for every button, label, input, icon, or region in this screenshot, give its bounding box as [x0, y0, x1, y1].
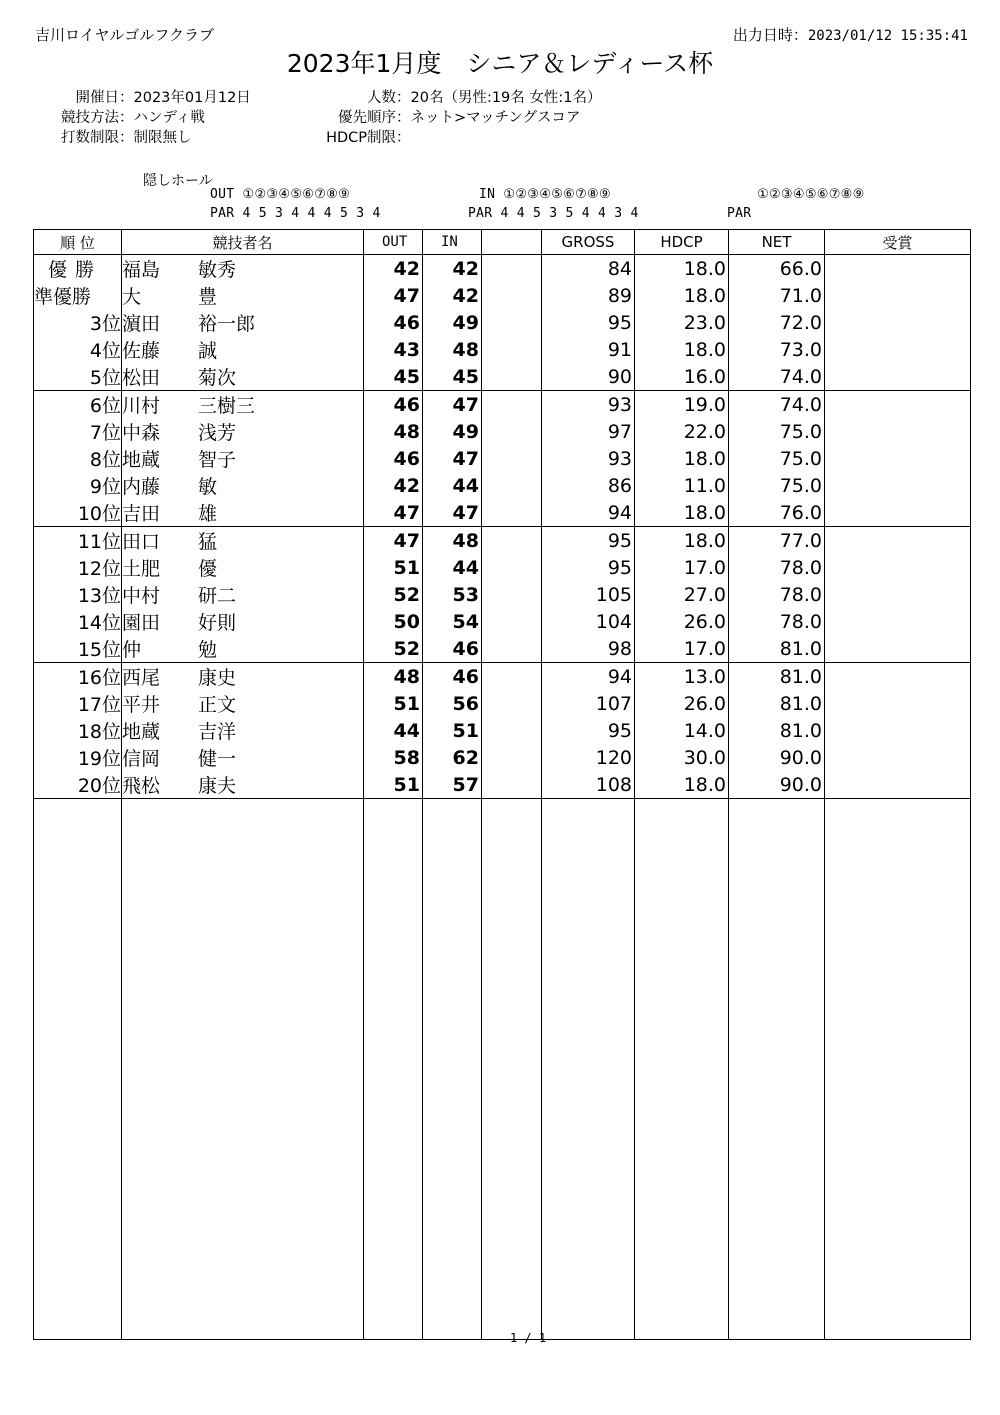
- table-body: [34, 255, 971, 1340]
- club-name: 吉川ロイヤルゴルフクラブ: [35, 26, 214, 44]
- format-row: 競技方法：ハンディ戦: [49, 106, 205, 127]
- limit-value: 制限無し: [133, 130, 192, 146]
- blank-cell: [482, 336, 542, 363]
- in-score-cell: 49: [423, 309, 482, 336]
- gross-cell: 84: [542, 255, 635, 283]
- rank-cell: 9位: [34, 472, 122, 499]
- given-name: 菊次: [198, 367, 237, 389]
- hdcp-cell: 19.0: [635, 391, 729, 419]
- in-score-cell: 48: [423, 336, 482, 363]
- player-name-cell: [122, 499, 364, 527]
- net-cell: 90.0: [729, 744, 825, 771]
- rank-cell: 13位: [34, 581, 122, 608]
- hdcp-limit-row: HDCP制限：: [296, 126, 411, 147]
- count-value: 20名（男性:19名 女性:1名）: [410, 90, 602, 106]
- blank-cell: [482, 255, 542, 283]
- given-name: 敏秀: [198, 259, 237, 281]
- in-score-cell: 48: [423, 527, 482, 555]
- empty-cell: [635, 799, 729, 1340]
- given-name: 康夫: [198, 775, 237, 797]
- net-cell: 72.0: [729, 309, 825, 336]
- table-row: [34, 282, 971, 309]
- family-name: 土肥: [122, 558, 161, 580]
- award-cell: [825, 635, 971, 663]
- award-cell: [825, 744, 971, 771]
- player-name-cell: [122, 472, 364, 499]
- rank-cell: 18位: [34, 717, 122, 744]
- hdcp-cell: 18.0: [635, 255, 729, 283]
- col-header-blank: [482, 230, 542, 255]
- family-name: 濵田: [122, 313, 161, 335]
- in-score-cell: 44: [423, 554, 482, 581]
- rank-cell: 優勝: [34, 255, 122, 283]
- hdcp-cell: 18.0: [635, 499, 729, 527]
- family-name: 中森: [122, 422, 161, 444]
- date-label: 開催日: [75, 90, 119, 106]
- gross-cell: 108: [542, 771, 635, 799]
- out-score-cell: 46: [364, 445, 423, 472]
- gross-cell: 93: [542, 445, 635, 472]
- hidden-out-par: PAR 4 5 3 4 4 4 5 3 4: [210, 206, 381, 221]
- gross-cell: 105: [542, 581, 635, 608]
- award-cell: [825, 771, 971, 799]
- hidden-extra-par: PAR: [727, 206, 752, 221]
- net-cell: 78.0: [729, 554, 825, 581]
- rank-cell: 準優勝: [34, 282, 122, 309]
- rank-cell: 14位: [34, 608, 122, 635]
- gross-cell: 107: [542, 690, 635, 717]
- rank-cell: 15位: [34, 635, 122, 663]
- net-cell: 76.0: [729, 499, 825, 527]
- blank-cell: [482, 418, 542, 445]
- limit-row: 打数制限：制限無し: [49, 126, 192, 147]
- award-cell: [825, 255, 971, 283]
- family-name: 平井: [122, 694, 161, 716]
- net-cell: 75.0: [729, 418, 825, 445]
- gross-cell: 95: [542, 554, 635, 581]
- col-header-in: IN: [423, 230, 482, 255]
- in-score-cell: 46: [423, 663, 482, 691]
- award-cell: [825, 717, 971, 744]
- hdcp-cell: 14.0: [635, 717, 729, 744]
- table-row: [34, 499, 971, 527]
- player-name-cell: [122, 336, 364, 363]
- award-cell: [825, 663, 971, 691]
- gross-cell: 95: [542, 309, 635, 336]
- col-header-hdcp: HDCP: [635, 230, 729, 255]
- player-name-cell: [122, 771, 364, 799]
- hdcp-cell: 23.0: [635, 309, 729, 336]
- award-cell: [825, 336, 971, 363]
- player-name-cell: [122, 690, 364, 717]
- net-cell: 78.0: [729, 608, 825, 635]
- gross-cell: 90: [542, 363, 635, 391]
- printed-label: 出力日時：: [732, 26, 808, 44]
- format-value: ハンディ戦: [133, 110, 205, 126]
- award-cell: [825, 581, 971, 608]
- empty-cell: [122, 799, 364, 1340]
- player-name-cell: [122, 717, 364, 744]
- rank-cell: 4位: [34, 336, 122, 363]
- rank-cell: 6位: [34, 391, 122, 419]
- player-name-cell: [122, 663, 364, 691]
- blank-cell: [482, 309, 542, 336]
- gross-cell: 97: [542, 418, 635, 445]
- table-row: [34, 690, 971, 717]
- net-cell: 81.0: [729, 690, 825, 717]
- family-name: 吉田: [122, 503, 161, 525]
- out-score-cell: 51: [364, 690, 423, 717]
- given-name: 優: [198, 558, 218, 580]
- gross-cell: 98: [542, 635, 635, 663]
- table-header: [34, 230, 971, 255]
- gross-cell: 93: [542, 391, 635, 419]
- in-score-cell: 42: [423, 255, 482, 283]
- hidden-out-holes: OUT ①②③④⑤⑥⑦⑧⑨: [210, 187, 351, 202]
- printed-value: 2023/01/12 15:35:41: [807, 28, 968, 44]
- empty-table-area: [34, 799, 971, 1340]
- family-name: 佐藤: [122, 340, 161, 362]
- family-name: 飛松: [122, 775, 161, 797]
- rank-cell: 8位: [34, 445, 122, 472]
- family-name: 川村: [122, 395, 161, 417]
- award-cell: [825, 445, 971, 472]
- blank-cell: [482, 635, 542, 663]
- award-cell: [825, 608, 971, 635]
- out-score-cell: 48: [364, 418, 423, 445]
- gross-cell: 86: [542, 472, 635, 499]
- table-row: [34, 663, 971, 691]
- net-cell: 71.0: [729, 282, 825, 309]
- award-cell: [825, 472, 971, 499]
- player-name-cell: [122, 445, 364, 472]
- out-score-cell: 45: [364, 363, 423, 391]
- award-cell: [825, 418, 971, 445]
- count-row: 人数：20名（男性:19名 女性:1名）: [296, 86, 602, 107]
- given-name: 正文: [198, 694, 237, 716]
- award-cell: [825, 391, 971, 419]
- date-row: 開催日：2023年01月12日: [49, 86, 251, 107]
- hdcp-cell: 11.0: [635, 472, 729, 499]
- empty-cell: [542, 799, 635, 1340]
- out-score-cell: 47: [364, 527, 423, 555]
- blank-cell: [482, 554, 542, 581]
- net-cell: 75.0: [729, 445, 825, 472]
- gross-cell: 89: [542, 282, 635, 309]
- given-name: 三樹三: [198, 395, 256, 417]
- net-cell: 81.0: [729, 635, 825, 663]
- out-score-cell: 42: [364, 472, 423, 499]
- family-name: 内藤: [122, 476, 161, 498]
- rank-cell: 20位: [34, 771, 122, 799]
- hdcp-cell: 18.0: [635, 282, 729, 309]
- hdcp-limit-label: HDCP制限: [326, 130, 396, 146]
- priority-row: 優先順序：ネット>マッチングスコア: [296, 106, 580, 127]
- award-cell: [825, 527, 971, 555]
- gross-cell: 104: [542, 608, 635, 635]
- player-name-cell: [122, 581, 364, 608]
- priority-value: ネット>マッチングスコア: [410, 110, 581, 126]
- hdcp-cell: 17.0: [635, 635, 729, 663]
- col-header-net: NET: [729, 230, 825, 255]
- col-header-name: 競技者名: [122, 230, 364, 255]
- out-score-cell: 47: [364, 282, 423, 309]
- rank-cell: 17位: [34, 690, 122, 717]
- given-name: 雄: [198, 503, 218, 525]
- gross-cell: 94: [542, 499, 635, 527]
- player-name-cell: [122, 391, 364, 419]
- blank-cell: [482, 472, 542, 499]
- rank-cell: 7位: [34, 418, 122, 445]
- priority-label: 優先順序: [338, 110, 396, 126]
- family-name: 園田: [122, 612, 161, 634]
- blank-cell: [482, 527, 542, 555]
- blank-cell: [482, 445, 542, 472]
- empty-cell: [729, 799, 825, 1340]
- in-score-cell: 57: [423, 771, 482, 799]
- in-score-cell: 56: [423, 690, 482, 717]
- out-score-cell: 42: [364, 255, 423, 283]
- family-name: 信岡: [122, 748, 161, 770]
- player-name-cell: [122, 309, 364, 336]
- gross-cell: 95: [542, 717, 635, 744]
- player-name-cell: [122, 363, 364, 391]
- given-name: 健一: [198, 748, 237, 770]
- player-name-cell: [122, 527, 364, 555]
- hidden-extra-holes: ①②③④⑤⑥⑦⑧⑨: [757, 187, 865, 202]
- table-row: [34, 309, 971, 336]
- given-name: 猛: [198, 531, 218, 553]
- col-header-out: OUT: [364, 230, 423, 255]
- format-label: 競技方法: [61, 110, 119, 126]
- rank-cell: 5位: [34, 363, 122, 391]
- award-cell: [825, 554, 971, 581]
- hdcp-cell: 27.0: [635, 581, 729, 608]
- given-name: 吉洋: [198, 721, 237, 743]
- table-row: [34, 608, 971, 635]
- hdcp-cell: 13.0: [635, 663, 729, 691]
- net-cell: 90.0: [729, 771, 825, 799]
- table-row: [34, 635, 971, 663]
- award-cell: [825, 363, 971, 391]
- hdcp-cell: 22.0: [635, 418, 729, 445]
- empty-cell: [364, 799, 423, 1340]
- family-name: 福島: [122, 259, 161, 281]
- table-row: [34, 445, 971, 472]
- family-name: 地蔵: [122, 721, 161, 743]
- family-name: 中村: [122, 585, 161, 607]
- out-score-cell: 51: [364, 554, 423, 581]
- given-name: 康史: [198, 667, 237, 689]
- net-cell: 77.0: [729, 527, 825, 555]
- out-score-cell: 46: [364, 391, 423, 419]
- col-header-gross: GROSS: [542, 230, 635, 255]
- gross-cell: 95: [542, 527, 635, 555]
- empty-cell: [34, 799, 122, 1340]
- rank-cell: 10位: [34, 499, 122, 527]
- in-score-cell: 47: [423, 391, 482, 419]
- col-header-award: 受賞: [825, 230, 971, 255]
- blank-cell: [482, 282, 542, 309]
- given-name: 浅芳: [198, 422, 237, 444]
- gross-cell: 91: [542, 336, 635, 363]
- blank-cell: [482, 363, 542, 391]
- player-name-cell: [122, 744, 364, 771]
- given-name: 誠: [198, 340, 218, 362]
- table-row: [34, 744, 971, 771]
- hdcp-cell: 26.0: [635, 608, 729, 635]
- in-score-cell: 42: [423, 282, 482, 309]
- out-score-cell: 47: [364, 499, 423, 527]
- out-score-cell: 43: [364, 336, 423, 363]
- family-name: 西尾: [122, 667, 161, 689]
- date-value: 2023年01月12日: [133, 90, 251, 106]
- in-score-cell: 51: [423, 717, 482, 744]
- table-row: [34, 771, 971, 799]
- results-table: [33, 229, 971, 1340]
- hdcp-cell: 16.0: [635, 363, 729, 391]
- page-number: 1 / 1: [509, 1331, 547, 1345]
- blank-cell: [482, 690, 542, 717]
- in-score-cell: 49: [423, 418, 482, 445]
- page-title: 2023年1月度 シニア＆レディース杯: [286, 49, 714, 78]
- in-score-cell: 47: [423, 445, 482, 472]
- in-score-cell: 45: [423, 363, 482, 391]
- player-name-cell: [122, 554, 364, 581]
- out-score-cell: 44: [364, 717, 423, 744]
- award-cell: [825, 499, 971, 527]
- net-cell: 81.0: [729, 663, 825, 691]
- table-row: [34, 391, 971, 419]
- table-row: [34, 336, 971, 363]
- empty-cell: [482, 799, 542, 1340]
- out-score-cell: 48: [364, 663, 423, 691]
- empty-cell: [423, 799, 482, 1340]
- in-score-cell: 53: [423, 581, 482, 608]
- in-score-cell: 62: [423, 744, 482, 771]
- table-row: [34, 554, 971, 581]
- col-header-rank: 順 位: [34, 230, 122, 255]
- net-cell: 66.0: [729, 255, 825, 283]
- out-score-cell: 51: [364, 771, 423, 799]
- blank-cell: [482, 663, 542, 691]
- table-row: [34, 527, 971, 555]
- blank-cell: [482, 717, 542, 744]
- player-name-cell: [122, 635, 364, 663]
- net-cell: 75.0: [729, 472, 825, 499]
- hdcp-cell: 17.0: [635, 554, 729, 581]
- rank-cell: 3位: [34, 309, 122, 336]
- out-score-cell: 50: [364, 608, 423, 635]
- gross-cell: 94: [542, 663, 635, 691]
- award-cell: [825, 309, 971, 336]
- rank-cell: 11位: [34, 527, 122, 555]
- hdcp-cell: 18.0: [635, 527, 729, 555]
- out-score-cell: 52: [364, 581, 423, 608]
- out-score-cell: 52: [364, 635, 423, 663]
- family-name: 田口: [122, 531, 161, 553]
- net-cell: 78.0: [729, 581, 825, 608]
- blank-cell: [482, 608, 542, 635]
- player-name-cell: [122, 282, 364, 309]
- given-name: 好則: [198, 612, 237, 634]
- award-cell: [825, 690, 971, 717]
- hdcp-cell: 30.0: [635, 744, 729, 771]
- blank-cell: [482, 581, 542, 608]
- blank-cell: [482, 391, 542, 419]
- in-score-cell: 54: [423, 608, 482, 635]
- hdcp-cell: 18.0: [635, 771, 729, 799]
- count-label: 人数: [367, 90, 396, 106]
- in-score-cell: 44: [423, 472, 482, 499]
- out-score-cell: 58: [364, 744, 423, 771]
- hdcp-cell: 26.0: [635, 690, 729, 717]
- table-row: [34, 363, 971, 391]
- table-row: [34, 418, 971, 445]
- printed-datetime: [733, 24, 968, 45]
- rank-cell: 16位: [34, 663, 122, 691]
- player-name-cell: [122, 608, 364, 635]
- net-cell: 73.0: [729, 336, 825, 363]
- given-name: 勉: [198, 639, 218, 661]
- gross-cell: 120: [542, 744, 635, 771]
- rank-cell: 19位: [34, 744, 122, 771]
- in-score-cell: 47: [423, 499, 482, 527]
- net-cell: 74.0: [729, 391, 825, 419]
- given-name: 敏: [198, 476, 218, 498]
- hdcp-cell: 18.0: [635, 336, 729, 363]
- given-name: 豊: [198, 286, 218, 308]
- limit-label: 打数制限: [61, 130, 119, 146]
- given-name: 裕一郎: [198, 313, 256, 335]
- blank-cell: [482, 744, 542, 771]
- table-row: [34, 472, 971, 499]
- family-name: 地蔵: [122, 449, 161, 471]
- family-name: 大: [122, 286, 142, 308]
- table-row: [34, 255, 971, 283]
- hidden-holes-label: 隠しホール: [143, 173, 213, 189]
- rank-cell: 12位: [34, 554, 122, 581]
- net-cell: 74.0: [729, 363, 825, 391]
- player-name-cell: [122, 418, 364, 445]
- hdcp-cell: 18.0: [635, 445, 729, 472]
- award-cell: [825, 282, 971, 309]
- player-name-cell: [122, 255, 364, 283]
- given-name: 研二: [198, 585, 237, 607]
- hidden-in-holes: IN ①②③④⑤⑥⑦⑧⑨: [479, 187, 611, 202]
- table-row: [34, 581, 971, 608]
- hidden-in-par: PAR 4 4 5 3 5 4 4 3 4: [468, 206, 639, 221]
- given-name: 智子: [198, 449, 237, 471]
- blank-cell: [482, 499, 542, 527]
- empty-cell: [825, 799, 971, 1340]
- in-score-cell: 46: [423, 635, 482, 663]
- blank-cell: [482, 771, 542, 799]
- out-score-cell: 46: [364, 309, 423, 336]
- family-name: 松田: [122, 367, 161, 389]
- net-cell: 81.0: [729, 717, 825, 744]
- family-name: 仲: [122, 639, 142, 661]
- table-row: [34, 717, 971, 744]
